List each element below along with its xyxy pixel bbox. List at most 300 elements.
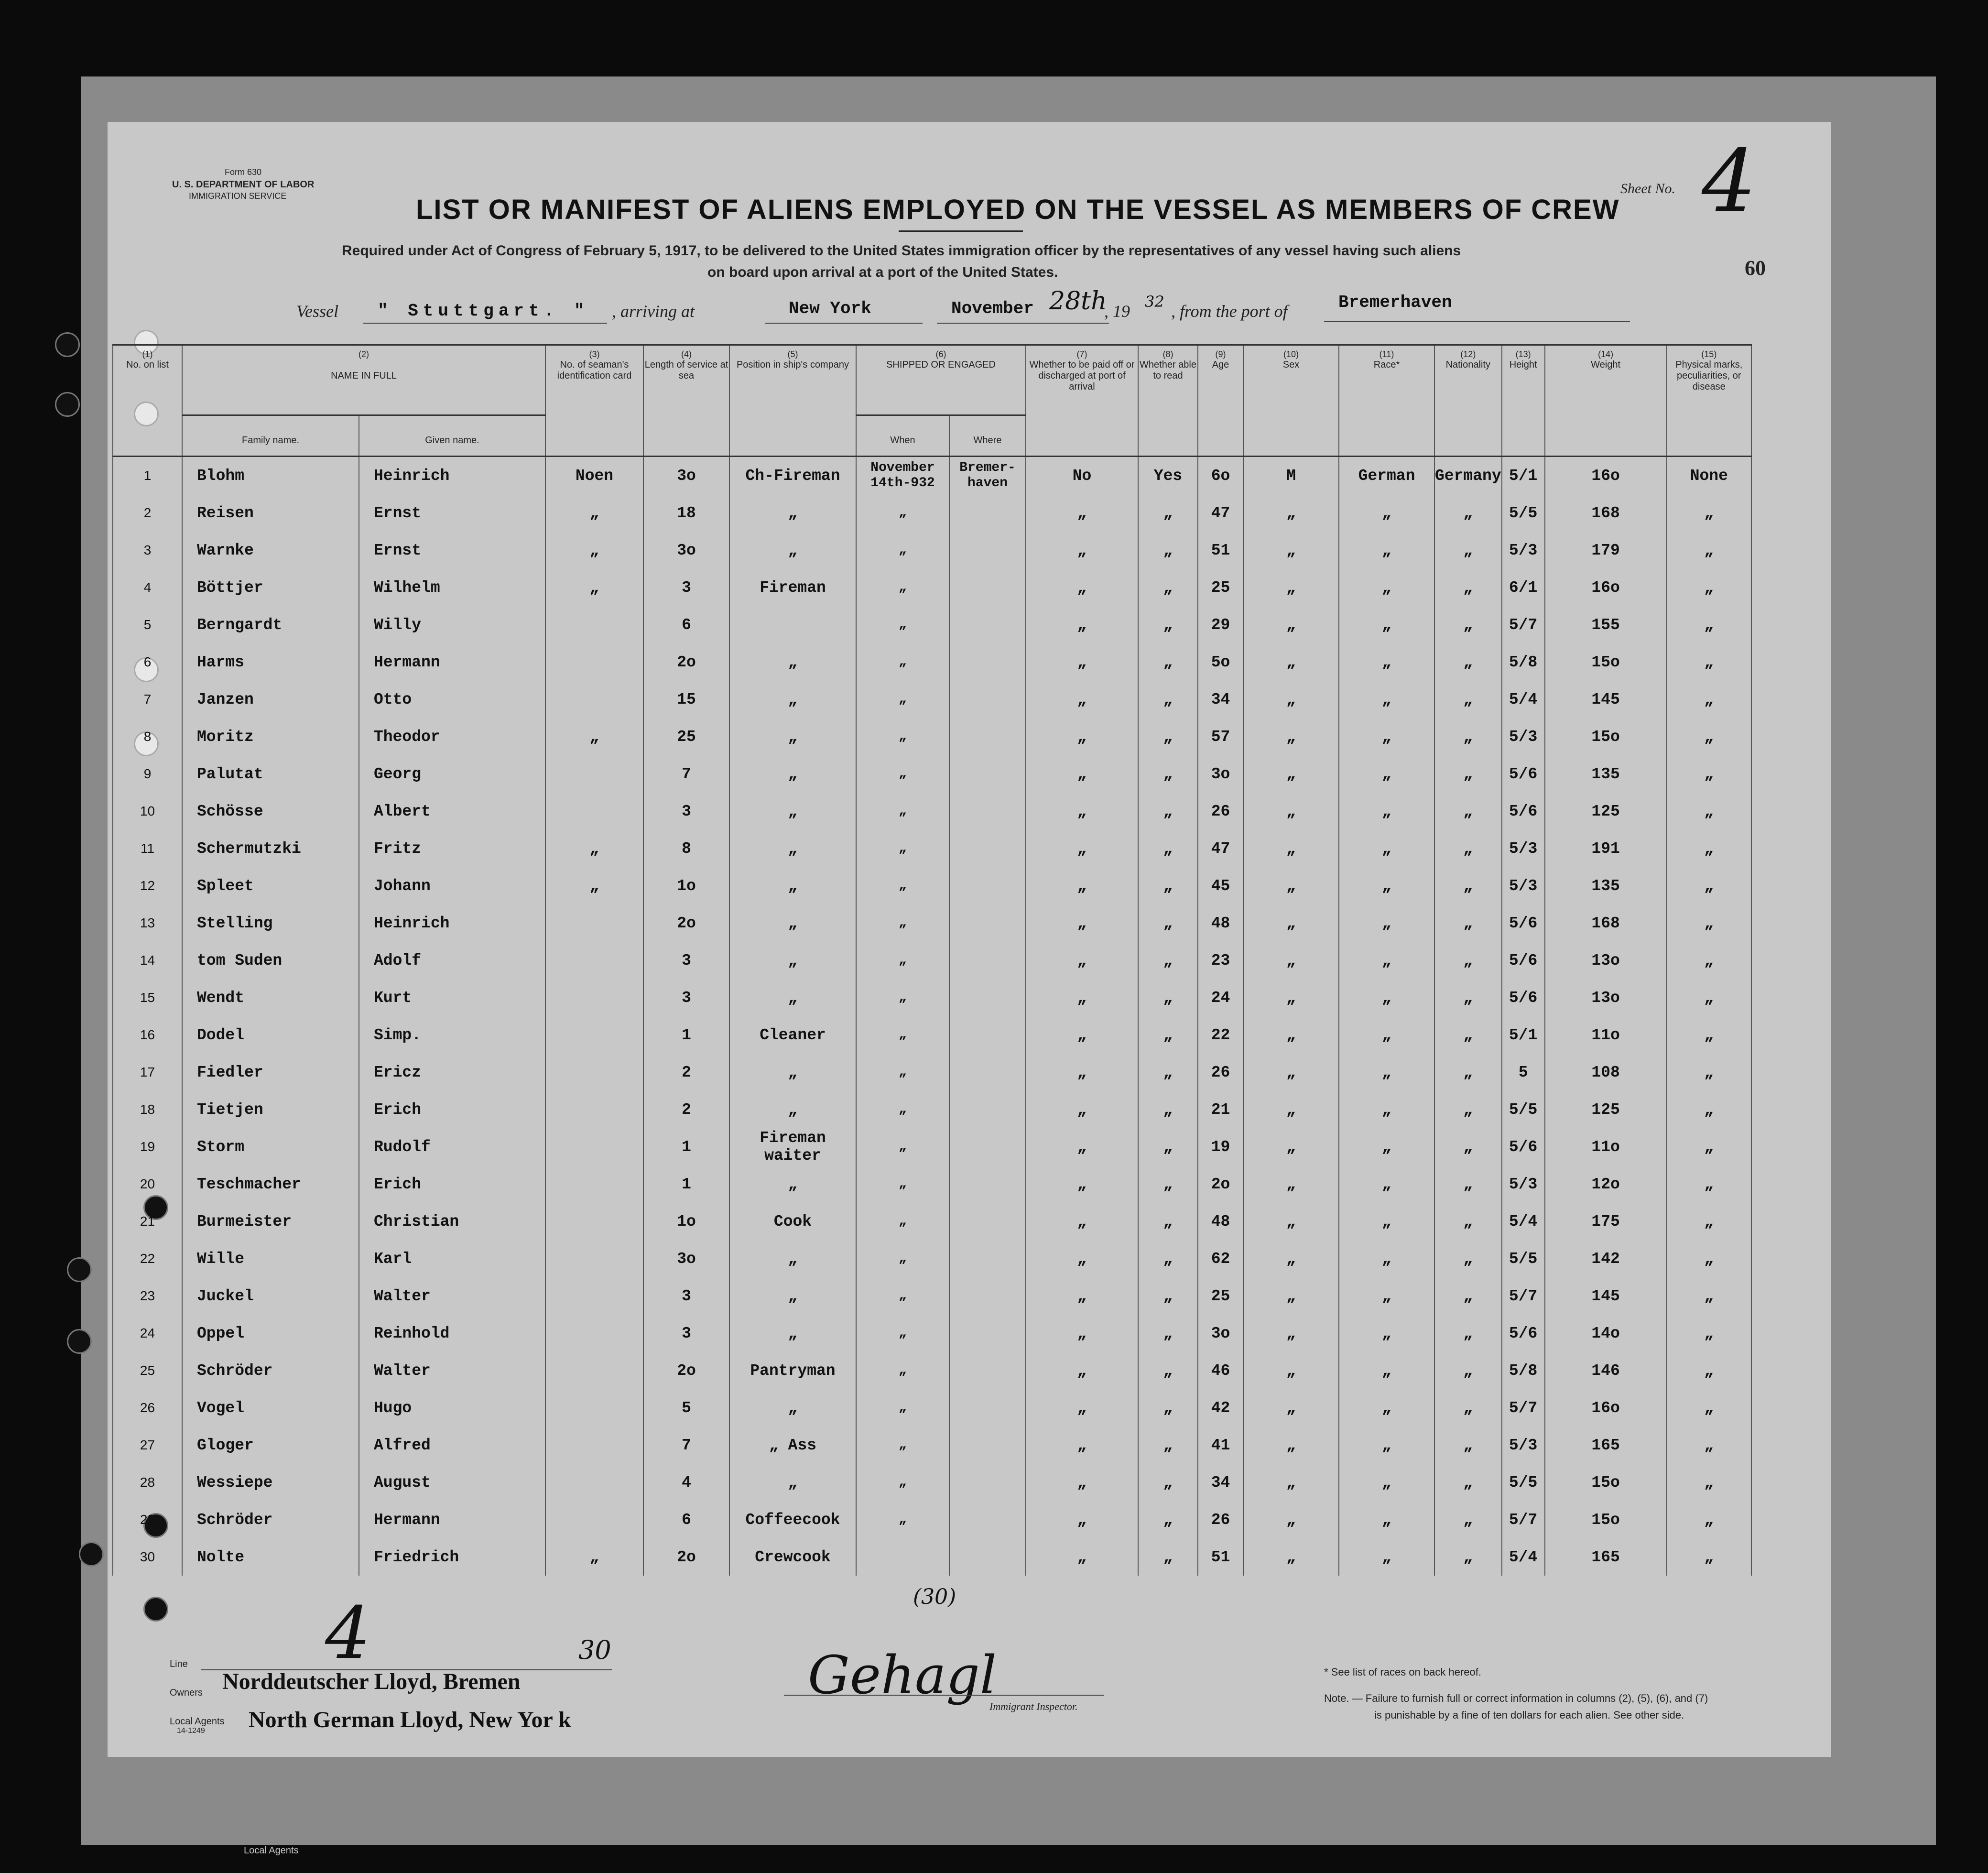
cell-race: „ [1339,1240,1434,1277]
table-row [113,681,1751,718]
cell-race: „ [1339,755,1434,793]
cell-no: 15 [113,979,182,1016]
table-row [113,942,1751,979]
cell-weight: 16o [1545,1389,1667,1427]
arrival-day: 28th [1049,287,1107,316]
cell-where [949,681,1026,718]
cell-sex: „ [1243,1165,1339,1203]
departure-port: Bremerhaven [1338,293,1452,312]
cell-height: 5/5 [1502,494,1545,532]
cell-given: Willy [359,606,545,643]
cell-position: „ [729,643,856,681]
cell-marks: „ [1667,942,1751,979]
cell-given: Simp. [359,1016,545,1054]
col-sex-header: (10) Sex [1243,345,1339,457]
cell-height: 5/3 [1502,867,1545,904]
cell-no: 28 [113,1464,182,1501]
cell-given: Hugo [359,1389,545,1427]
cell-race: „ [1339,1203,1434,1240]
cell-height: 5/6 [1502,1128,1545,1165]
cell-age: 57 [1198,718,1243,755]
table-row [113,718,1751,755]
cell-service: 25 [643,718,729,755]
cell-given: Friedrich [359,1538,545,1576]
cell-sex: „ [1243,606,1339,643]
cell-age: 42 [1198,1389,1243,1427]
cell-given: Albert [359,793,545,830]
cell-no: 21 [113,1203,182,1240]
cell-position: „ [729,494,856,532]
cell-no: 3 [113,532,182,569]
cell-weight: 168 [1545,494,1667,532]
cell-position: „ [729,681,856,718]
cell-paid: „ [1026,1091,1138,1128]
cell-height: 5/5 [1502,1091,1545,1128]
binder-hole [143,1597,168,1622]
cell-service: 3o [643,1240,729,1277]
cell-when: „ [856,718,949,755]
cell-position: „ [729,1315,856,1352]
cell-when: „ [856,942,949,979]
cell-height: 5/3 [1502,718,1545,755]
cell-nationality: „ [1434,979,1502,1016]
cell-age: 34 [1198,1464,1243,1501]
port-underline [765,323,923,324]
cell-service: 6 [643,606,729,643]
cell-card: „ [545,494,643,532]
cell-marks: „ [1667,718,1751,755]
cell-race: „ [1339,1352,1434,1389]
cell-paid: „ [1026,867,1138,904]
cell-when: „ [856,569,949,606]
col-shipped-header: (6) SHIPPED OR ENGAGED [856,345,1026,415]
cell-nationality: „ [1434,1203,1502,1240]
table-row [113,1277,1751,1315]
subtitle-line-2: on board upon arrival at a port of the United States. [707,264,1058,280]
cell-height: 5/7 [1502,1389,1545,1427]
inspector-signature: Gehagl [808,1644,997,1706]
cell-weight: 15o [1545,1464,1667,1501]
cell-where [949,793,1026,830]
cell-given: Johann [359,867,545,904]
cell-card: „ [545,867,643,904]
cell-weight: 142 [1545,1240,1667,1277]
cell-weight: 165 [1545,1427,1667,1464]
handwritten-4: 4 [325,1592,371,1675]
cell-paid: „ [1026,1352,1138,1389]
cell-given: Fritz [359,830,545,867]
cell-race: „ [1339,1389,1434,1427]
cell-when: „ [856,1427,949,1464]
cell-nationality: „ [1434,867,1502,904]
page-title: LIST OR MANIFEST OF ALIENS EMPLOYED ON THE VESSEL AS MEMBERS OF CREW [416,194,1620,225]
cell-position: „ Ass [729,1427,856,1464]
owners-stamp: Norddeutscher Lloyd, Bremen [222,1669,521,1694]
cell-age: 26 [1198,1501,1243,1538]
cell-age: 47 [1198,830,1243,867]
cell-read: „ [1138,1128,1198,1165]
cell-age: 45 [1198,867,1243,904]
cell-where [949,1091,1026,1128]
cell-when: „ [856,1016,949,1054]
cell-age: 3o [1198,755,1243,793]
cell-read: „ [1138,606,1198,643]
cell-height: 5/8 [1502,643,1545,681]
cell-when: „ [856,1389,949,1427]
cell-read: „ [1138,1427,1198,1464]
table-row [113,606,1751,643]
arrival-month: November [951,299,1034,318]
cell-sex: „ [1243,942,1339,979]
binder-hole [67,1257,92,1282]
cell-when: „ [856,1352,949,1389]
cell-card [545,1427,643,1464]
table-row [113,532,1751,569]
cell-no: 16 [113,1016,182,1054]
table-row [113,867,1751,904]
cell-given: Reinhold [359,1315,545,1352]
cell-height: 5/6 [1502,1315,1545,1352]
cell-position: Fireman [729,569,856,606]
cell-family: Wille [182,1240,359,1277]
cell-where [949,979,1026,1016]
cell-read: „ [1138,793,1198,830]
cell-card: Noen [545,457,643,495]
cell-sex: „ [1243,643,1339,681]
col-age-header: (9) Age [1198,345,1243,457]
cell-race: „ [1339,606,1434,643]
cell-family: Janzen [182,681,359,718]
cell-when: „ [856,1240,949,1277]
cell-position: „ [729,979,856,1016]
cell-where [949,904,1026,942]
table-row [113,1128,1751,1165]
cell-service: 3 [643,569,729,606]
cell-card [545,681,643,718]
cell-position: „ [729,755,856,793]
cell-given: Walter [359,1352,545,1389]
cell-service: 18 [643,494,729,532]
cell-family: Blohm [182,457,359,495]
cell-where [949,1464,1026,1501]
cell-height: 5/4 [1502,1203,1545,1240]
cell-nationality: „ [1434,942,1502,979]
cell-marks: „ [1667,1315,1751,1352]
cell-where: Bremer-haven [949,457,1026,495]
cell-service: 2o [643,643,729,681]
cell-nationality: „ [1434,1128,1502,1165]
cell-race: „ [1339,681,1434,718]
cell-marks: „ [1667,1165,1751,1203]
cell-where [949,867,1026,904]
cell-service: 7 [643,755,729,793]
cell-age: 47 [1198,494,1243,532]
cell-where [949,1352,1026,1389]
cell-race: „ [1339,1427,1434,1464]
cell-paid: „ [1026,1538,1138,1576]
cell-card [545,1203,643,1240]
cell-no: 12 [113,867,182,904]
cell-family: Böttjer [182,569,359,606]
cell-nationality: „ [1434,755,1502,793]
cell-nationality: „ [1434,1427,1502,1464]
cell-no: 14 [113,942,182,979]
sheet-number: 4 [1702,131,1757,231]
cell-given: Heinrich [359,457,545,495]
cell-marks: „ [1667,643,1751,681]
table-row [113,1165,1751,1203]
cell-nationality: „ [1434,494,1502,532]
cell-no: 19 [113,1128,182,1165]
cell-race: „ [1339,494,1434,532]
cell-service: 1 [643,1165,729,1203]
table-row [113,1464,1751,1501]
cell-where [949,1427,1026,1464]
table-row [113,830,1751,867]
cell-marks: „ [1667,1016,1751,1054]
cell-age: 25 [1198,1277,1243,1315]
cell-family: Gloger [182,1427,359,1464]
cell-read: „ [1138,569,1198,606]
cell-when: „ [856,755,949,793]
cell-where [949,569,1026,606]
cell-card: „ [545,569,643,606]
cell-read: „ [1138,942,1198,979]
table-row [113,1315,1751,1352]
cell-sex: „ [1243,1277,1339,1315]
cell-where [949,830,1026,867]
cell-read: „ [1138,1091,1198,1128]
cell-height: 5/6 [1502,979,1545,1016]
cell-marks: „ [1667,1203,1751,1240]
cell-paid: „ [1026,830,1138,867]
cell-sex: „ [1243,718,1339,755]
cell-when: „ [856,606,949,643]
race-note: * See list of races on back hereof. [1324,1666,1481,1678]
cell-paid: „ [1026,1464,1138,1501]
cell-where [949,1016,1026,1054]
cell-where [949,1165,1026,1203]
cell-position: Pantryman [729,1352,856,1389]
cell-age: 26 [1198,1054,1243,1091]
cell-service: 1o [643,867,729,904]
col-marks-header: (15) Physical marks, peculiarities, or disease [1667,345,1751,457]
cell-family: Schermutzki [182,830,359,867]
cell-age: 51 [1198,1538,1243,1576]
cell-nationality: „ [1434,606,1502,643]
cell-family: Spleet [182,867,359,904]
cell-service: 15 [643,681,729,718]
cell-weight: 15o [1545,718,1667,755]
cell-sex: „ [1243,1054,1339,1091]
cell-age: 48 [1198,1203,1243,1240]
cell-no: 26 [113,1389,182,1427]
cell-read: „ [1138,979,1198,1016]
cell-age: 26 [1198,793,1243,830]
cell-card [545,1240,643,1277]
cell-service: 1 [643,1016,729,1054]
total-count-note: (30) [913,1585,956,1609]
cell-marks: „ [1667,1128,1751,1165]
table-row [113,1240,1751,1277]
cell-age: 23 [1198,942,1243,979]
cell-where [949,643,1026,681]
cell-sex: „ [1243,1240,1339,1277]
cell-paid: „ [1026,532,1138,569]
cell-nationality: „ [1434,643,1502,681]
cell-where [949,1054,1026,1091]
cell-no: 7 [113,681,182,718]
cell-height: 5/7 [1502,606,1545,643]
cell-when: „ [856,979,949,1016]
cell-height: 5/5 [1502,1240,1545,1277]
vessel-underline [363,323,607,324]
cell-no: 24 [113,1315,182,1352]
cell-no: 1 [113,457,182,495]
cell-age: 25 [1198,569,1243,606]
cell-read: „ [1138,1538,1198,1576]
cell-service: 4 [643,1464,729,1501]
cell-position: Coffeecook [729,1501,856,1538]
cell-read: „ [1138,1277,1198,1315]
cell-sex: „ [1243,569,1339,606]
table-row [113,1538,1751,1576]
cell-weight: 13o [1545,942,1667,979]
cell-nationality: „ [1434,1016,1502,1054]
cell-marks: „ [1667,1389,1751,1427]
cell-service: 3o [643,457,729,495]
cell-race: German [1339,457,1434,495]
cell-when: „ [856,1315,949,1352]
handwritten-30: 30 [578,1635,611,1665]
cell-race: „ [1339,718,1434,755]
cell-service: 3 [643,942,729,979]
cell-weight: 125 [1545,1091,1667,1128]
cell-where [949,1203,1026,1240]
table-row [113,1016,1751,1054]
cell-sex: „ [1243,1016,1339,1054]
cell-marks: „ [1667,1240,1751,1277]
cell-paid: „ [1026,1165,1138,1203]
cell-weight: 191 [1545,830,1667,867]
cell-race: „ [1339,1165,1434,1203]
cell-marks: „ [1667,494,1751,532]
table-row [113,1501,1751,1538]
cell-position: „ [729,904,856,942]
cell-read: „ [1138,830,1198,867]
cell-race: „ [1339,569,1434,606]
cell-read: „ [1138,1203,1198,1240]
cell-weight: 145 [1545,681,1667,718]
cell-family: Schösse [182,793,359,830]
cell-card [545,1352,643,1389]
cell-when: „ [856,904,949,942]
cell-card: „ [545,1538,643,1576]
cell-family: Tietjen [182,1091,359,1128]
cell-position: Cook [729,1203,856,1240]
title-rule [899,230,1023,232]
cell-position: „ [729,793,856,830]
cell-when [856,1538,949,1576]
cell-nationality: „ [1434,1240,1502,1277]
cell-given: Alfred [359,1427,545,1464]
cell-paid: „ [1026,643,1138,681]
cell-height: 5/6 [1502,793,1545,830]
cell-card [545,1128,643,1165]
cell-read: „ [1138,1501,1198,1538]
cell-height: 5/3 [1502,532,1545,569]
cell-when: „ [856,1203,949,1240]
cell-card [545,904,643,942]
cell-card [545,1165,643,1203]
cell-family: Moritz [182,718,359,755]
cell-no: 4 [113,569,182,606]
cell-weight: 13o [1545,979,1667,1016]
cell-age: 34 [1198,681,1243,718]
cell-family: Vogel [182,1389,359,1427]
cell-sex: „ [1243,1091,1339,1128]
form-number: Form 630 [225,167,262,177]
cell-card [545,1016,643,1054]
cell-weight: 175 [1545,1203,1667,1240]
header-row [113,345,1751,415]
cell-marks: „ [1667,1091,1751,1128]
cell-when: „ [856,867,949,904]
cell-age: 2o [1198,1165,1243,1203]
cell-card [545,942,643,979]
cell-read: „ [1138,1165,1198,1203]
cell-service: 2o [643,1538,729,1576]
cell-age: 6o [1198,457,1243,495]
date-underline [937,323,1109,324]
cell-when: „ [856,830,949,867]
cell-weight: 168 [1545,904,1667,942]
cell-weight: 179 [1545,532,1667,569]
cell-weight: 11o [1545,1016,1667,1054]
cell-card: „ [545,830,643,867]
cell-family: Oppel [182,1315,359,1352]
cell-given: Erich [359,1091,545,1128]
cell-family: Berngardt [182,606,359,643]
cell-nationality: „ [1434,1501,1502,1538]
cell-where [949,1128,1026,1165]
agents-code: 14-1249 [177,1727,205,1735]
cell-given: Rudolf [359,1128,545,1165]
cell-marks: „ [1667,1054,1751,1091]
cell-sex: „ [1243,904,1339,942]
cell-marks: „ [1667,1352,1751,1389]
cell-family: Reisen [182,494,359,532]
cell-paid: „ [1026,755,1138,793]
cell-nationality: „ [1434,793,1502,830]
arriving-label: , arriving at [612,302,695,321]
cell-when: „ [856,681,949,718]
col-family-header: Family name. [182,415,359,456]
col-no-header: (1) No. on list [113,345,182,457]
col-name-header: (2) NAME IN FULL [182,345,545,415]
penalty-note-2: is punishable by a fine of ten dollars for each alien. See other side. [1374,1709,1684,1721]
cell-nationality: „ [1434,532,1502,569]
cell-position: „ [729,1054,856,1091]
cell-family: Stelling [182,904,359,942]
cell-card [545,1315,643,1352]
table-row [113,904,1751,942]
col-read-header: (8) Whether able to read [1138,345,1198,457]
cell-card [545,755,643,793]
cell-nationality: „ [1434,569,1502,606]
cell-marks: None [1667,457,1751,495]
cell-weight: 125 [1545,793,1667,830]
